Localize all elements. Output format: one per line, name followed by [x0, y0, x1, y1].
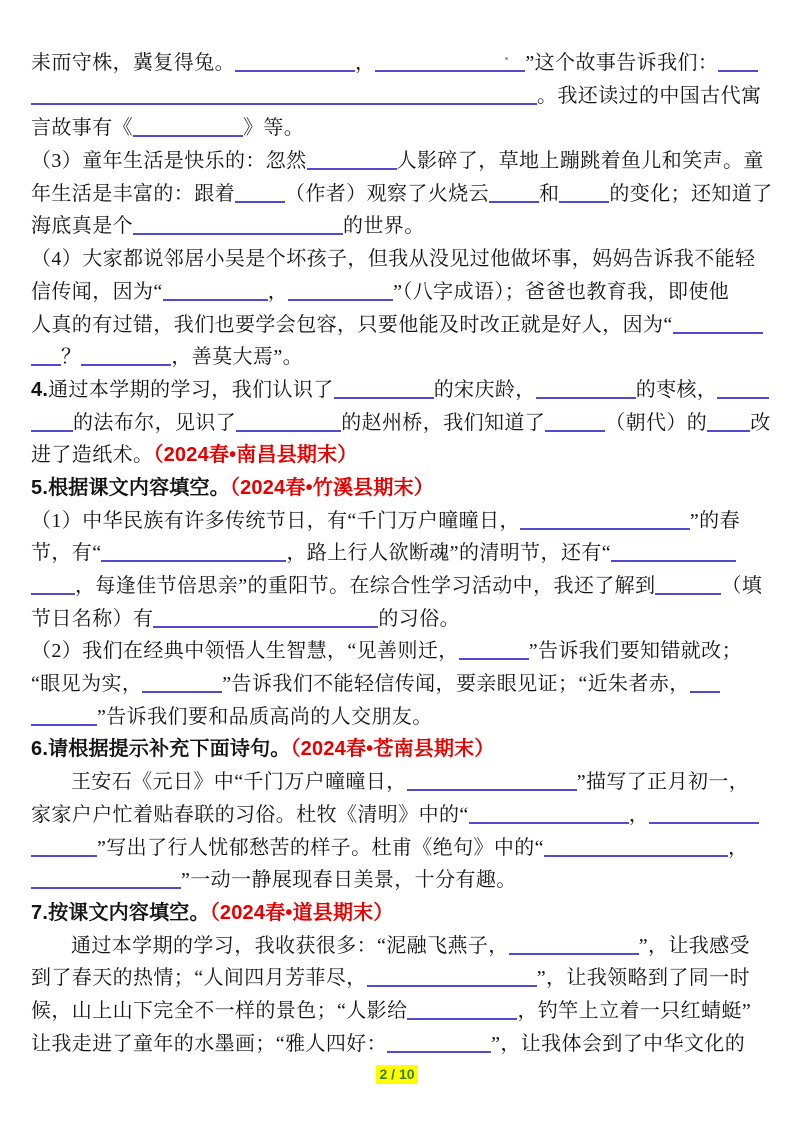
page-footer	[31, 1065, 763, 1084]
text-run: 进了造纸术。	[31, 444, 154, 467]
answer-blank	[544, 841, 728, 857]
text-run: ”告诉我们要和品质高尚的人交朋友。	[97, 705, 433, 728]
answer-blank	[31, 710, 97, 726]
line-q6-4	[31, 864, 763, 897]
text-run: 4.	[31, 378, 49, 401]
answer-blank	[545, 416, 605, 432]
line-q7-header	[31, 897, 763, 930]
text-run: 的习俗。	[378, 607, 461, 630]
text-run: 耒而守株，冀复得兔。	[31, 52, 235, 74]
line-q5-1a	[31, 505, 763, 538]
line-q4-semester-1	[31, 374, 763, 407]
line-q5-1d	[31, 603, 763, 636]
text-run: ”，让我感受	[638, 934, 750, 957]
answer-blank	[520, 514, 690, 530]
exam-source-label: （2024春•南昌县期末）	[153, 444, 358, 467]
text-run: 》等。	[243, 117, 305, 140]
answer-blank	[31, 89, 537, 105]
answer-blank	[31, 841, 97, 857]
answer-blank	[153, 612, 378, 628]
line-q4-semester-2	[31, 407, 771, 440]
line-q5-1c	[31, 570, 763, 603]
answer-blank	[717, 383, 769, 399]
line-q4-semester-3	[31, 439, 763, 472]
answer-blank	[375, 56, 525, 72]
text-run: ，路上行人欲断魂”的清明节，还有“	[286, 542, 612, 565]
text-run: ”，让我体会到了中华文化的	[491, 1032, 746, 1055]
text-run: 的宋庆龄，	[433, 378, 536, 401]
text-run: ，	[355, 52, 376, 74]
answer-blank	[142, 677, 222, 693]
document-body	[31, 47, 773, 1060]
line-q2-fable-lesson	[31, 80, 763, 113]
line-q6-1	[31, 766, 763, 799]
answer-blank	[387, 1037, 491, 1053]
answer-blank	[489, 187, 539, 203]
text-run: （作者）观察了火烧云	[285, 182, 489, 205]
exam-source-label: （2024春•道县期末）	[209, 901, 394, 924]
answer-blank	[707, 416, 750, 432]
text-run: 到了春天的热情；“人间四月芳菲尽，	[31, 967, 367, 990]
text-run: 言故事有《	[31, 117, 133, 140]
text-run: 年生活是丰富的：跟着	[31, 182, 235, 205]
line-q7-4	[31, 1028, 763, 1061]
answer-blank	[163, 285, 268, 301]
line-q7-1	[31, 930, 763, 963]
answer-blank	[407, 1004, 517, 1020]
text-run: 的变化；还知道了	[609, 182, 773, 205]
answer-blank	[31, 873, 181, 889]
line-q4-neighbor-3	[31, 309, 763, 342]
line-q2-fable-title	[31, 112, 763, 145]
answer-blank	[459, 644, 529, 660]
text-run: ，	[727, 836, 749, 859]
page-number-badge: 2 / 10	[376, 1065, 417, 1084]
text-run: 通过本学期的学习，我们认识了	[48, 378, 334, 401]
text-run: 人影碎了，草地上蹦跳着鱼儿和笑声。童	[396, 150, 764, 173]
answer-blank	[235, 56, 355, 72]
answer-blank	[718, 56, 758, 72]
text-run: 候，山上山下完全不一样的景色；“人影给	[31, 999, 408, 1022]
line-q4-neighbor-2	[31, 276, 763, 309]
answer-blank	[536, 383, 636, 399]
text-run: ”描写了正月初一，	[576, 771, 750, 794]
text-run: ”，让我领略到了同一时	[536, 967, 750, 990]
text-run: 海底真是个	[31, 215, 133, 238]
line-q3-childhood-2	[31, 178, 773, 211]
line-q3-childhood-3	[31, 210, 763, 243]
answer-blank	[236, 416, 341, 432]
answer-blank	[469, 808, 629, 824]
text-run: ，善莫大焉”。	[171, 346, 304, 369]
line-q4-neighbor-1	[31, 243, 763, 276]
answer-blank	[509, 939, 639, 955]
text-run: ，钓竿上立着一只红蜻蜓”	[517, 999, 752, 1022]
text-run: （1）中华民族有许多传统节日，有“千门万户曈曈日，	[31, 509, 520, 532]
text-run: 家家户户忙着贴春联的习俗。杜牧《清明》中的“	[31, 803, 469, 826]
answer-blank	[101, 546, 286, 562]
answer-blank	[367, 971, 537, 987]
text-run: ”（八字成语）；爸爸也教育我，即使他	[393, 280, 730, 303]
text-run: （4）大家都说邻居小吴是个坏孩子，但我从没见过他做坏事，妈妈告诉我不能轻	[31, 248, 756, 271]
text-run: （3）童年生活是快乐的：忽然	[31, 150, 307, 173]
text-run: 的枣核，	[635, 378, 718, 401]
answer-blank	[31, 416, 73, 432]
text-run: 的世界。	[343, 215, 425, 238]
text-run: 。我还读过的中国古代寓	[537, 84, 762, 107]
answer-blank	[611, 546, 736, 562]
text-run: 改	[750, 411, 771, 434]
line-q7-3	[31, 995, 763, 1028]
exam-source-label: （2024春•竹溪县期末）	[229, 476, 434, 499]
text-run: ，	[628, 803, 650, 826]
answer-blank	[307, 154, 397, 170]
text-run: 的赵州桥，我们知道了	[341, 411, 546, 434]
text-run: ”这个故事告诉我们：	[525, 52, 719, 74]
text-run: ，	[267, 280, 289, 303]
text-run: ”写出了行人忧郁愁苦的样子。杜甫《绝句》中的“	[97, 836, 544, 859]
text-run: “眼见为实，	[31, 673, 143, 696]
text-run: （朝代）的	[605, 411, 708, 434]
text-run: 和	[539, 182, 560, 205]
answer-blank	[407, 775, 577, 791]
line-q3-childhood-1	[31, 145, 763, 178]
line-q6-3	[31, 832, 763, 865]
text-run: 的法布尔，见识了	[73, 411, 237, 434]
answer-blank	[673, 318, 763, 334]
line-q2-fable-quote	[31, 47, 763, 80]
text-run: ，每逢佳节倍思亲”的重阳节。在综合性学习活动中，我还了解到	[75, 575, 656, 597]
line-q5-header	[31, 472, 763, 505]
text-run: 信传闻，因为“	[31, 280, 163, 303]
text-run: 5.根据课文内容填空。	[31, 476, 230, 499]
text-run: 王安石《元日》中“千门万户曈曈日，	[71, 771, 407, 794]
text-run: ？	[61, 346, 82, 369]
answer-blank	[334, 383, 434, 399]
answer-blank	[559, 187, 609, 203]
answer-blank	[235, 187, 285, 203]
text-run: ”一动一静展现春日美景，十分有趣。	[181, 869, 517, 892]
text-run: 6.请根据提示补充下面诗句。	[31, 738, 291, 761]
line-q5-2b	[31, 668, 763, 701]
text-run: （2）我们在经典中领悟人生智慧，“见善则迁，	[31, 640, 459, 663]
answer-blank	[133, 219, 343, 235]
text-run: ”告诉我们要知错就改；	[528, 640, 742, 663]
answer-blank	[655, 579, 721, 595]
answer-blank	[31, 350, 61, 366]
line-q4-neighbor-4	[31, 341, 763, 374]
line-q5-2a	[31, 635, 763, 668]
text-run: 7.按课文内容填空。	[31, 901, 210, 924]
line-q6-header	[31, 733, 763, 766]
answer-blank	[133, 121, 243, 137]
answer-blank	[690, 677, 720, 693]
line-q7-2	[31, 962, 763, 995]
text-run: ”的春	[689, 509, 740, 532]
answer-blank	[649, 808, 759, 824]
line-q5-2c	[31, 701, 763, 734]
text-run: （填	[721, 575, 763, 597]
line-q5-1b	[31, 537, 763, 570]
text-run: 人真的有过错，我们也要学会包容，只要他能及时改正就是好人，因为“	[31, 313, 673, 336]
answer-blank	[31, 579, 75, 595]
text-run: 节日名称）有	[31, 607, 154, 630]
answer-blank	[288, 285, 393, 301]
text-run: ”告诉我们不能轻信传闻，要亲眼见证；“近朱者赤，	[222, 673, 690, 696]
text-run: 通过本学期的学习，我收获很多：“泥融飞燕子，	[71, 934, 509, 957]
exam-source-label: （2024春•苍南县期末）	[290, 738, 495, 761]
line-q6-2	[31, 799, 763, 832]
text-run: 节，有“	[31, 542, 102, 565]
text-run: 让我走进了童年的水墨画；“雅人四好：	[31, 1032, 388, 1055]
answer-blank	[81, 350, 171, 366]
